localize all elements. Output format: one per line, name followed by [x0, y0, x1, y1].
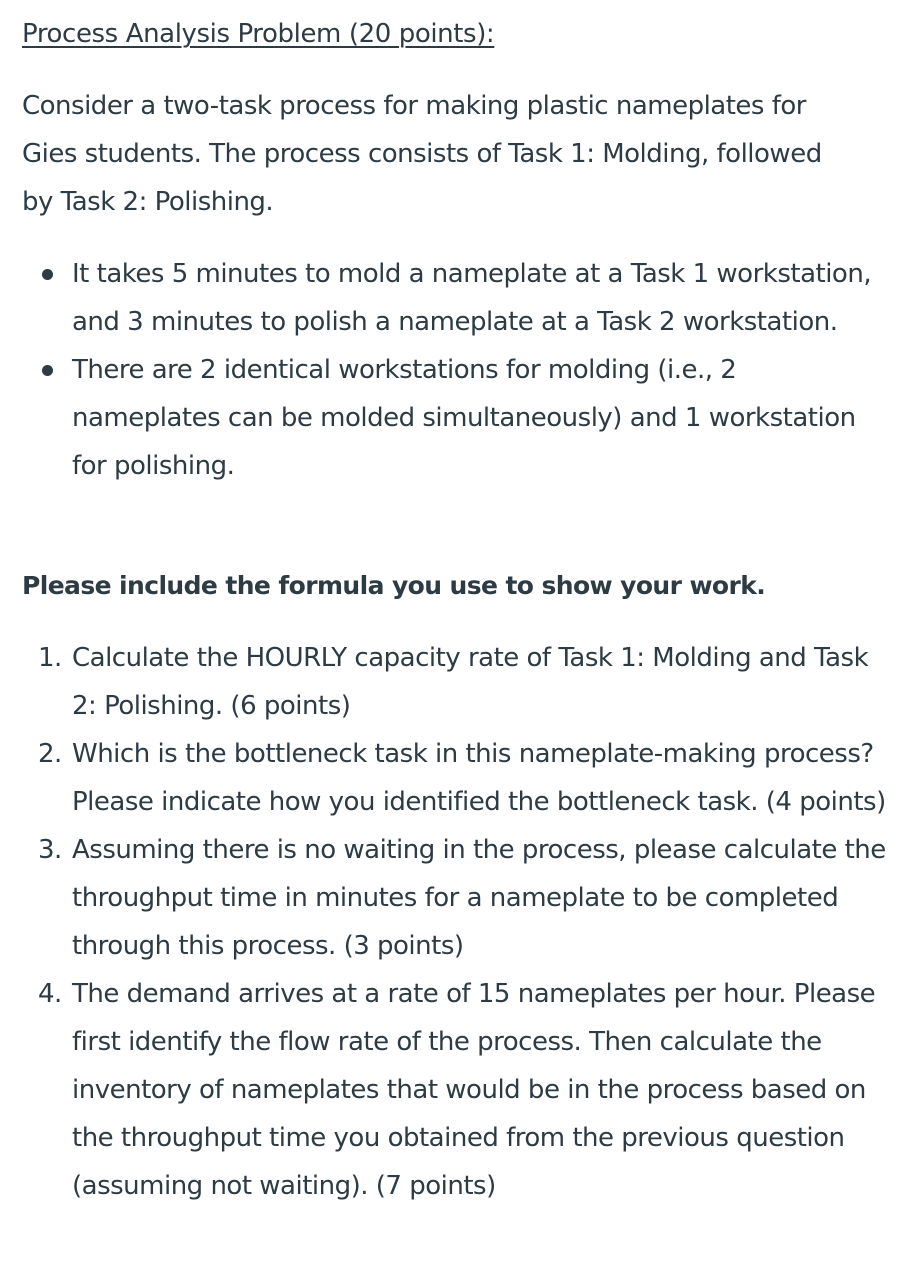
question-number: 2. — [38, 739, 62, 769]
question-number: 3. — [38, 835, 62, 865]
question-item — [38, 730, 892, 826]
question-item — [38, 634, 892, 730]
question-number: 1. — [38, 643, 62, 673]
problem-title: Process Analysis Problem (20 points): — [22, 19, 495, 49]
assumption-list — [22, 250, 872, 490]
question-text: The demand arrives at a rate of 15 nameplates per hour. Please first identify the flow rate of the process. Then calculate the inventory of nameplates that would be in the process based on the throughput time you obtained from the previous question (assuming not waiting). (7 points) — [72, 979, 876, 1201]
question-number: 4. — [38, 979, 62, 1009]
assumption-item: It takes 5 minutes to mold a nameplate at a Task 1 workstation, and 3 minutes to polish a nameplate at a Task 2 workstation. — [72, 250, 872, 346]
question-text: Which is the bottleneck task in this nameplate-making process? Please indicate how you identified the bottleneck task. (4 points) — [72, 739, 886, 817]
intro-paragraph: Consider a two-task process for making plastic nameplates for Gies students. The process consists of Task 1: Molding, followed by Task 2: Polishing. — [22, 91, 822, 217]
assumption-item: There are 2 identical workstations for molding (i.e., 2 nameplates can be molded simultaneously) and 1 workstation for polishing. — [72, 346, 872, 490]
instruction-text: Please include the formula you use to show your work. — [22, 571, 766, 600]
question-list — [22, 634, 892, 1210]
question-text: Calculate the HOURLY capacity rate of Task 1: Molding and Task 2: Polishing. (6 points) — [72, 643, 869, 721]
question-text: Assuming there is no waiting in the process, please calculate the throughput time in minutes for a nameplate to be completed through this process. (3 points) — [72, 835, 886, 961]
question-item — [38, 826, 892, 970]
question-item — [38, 970, 892, 1210]
